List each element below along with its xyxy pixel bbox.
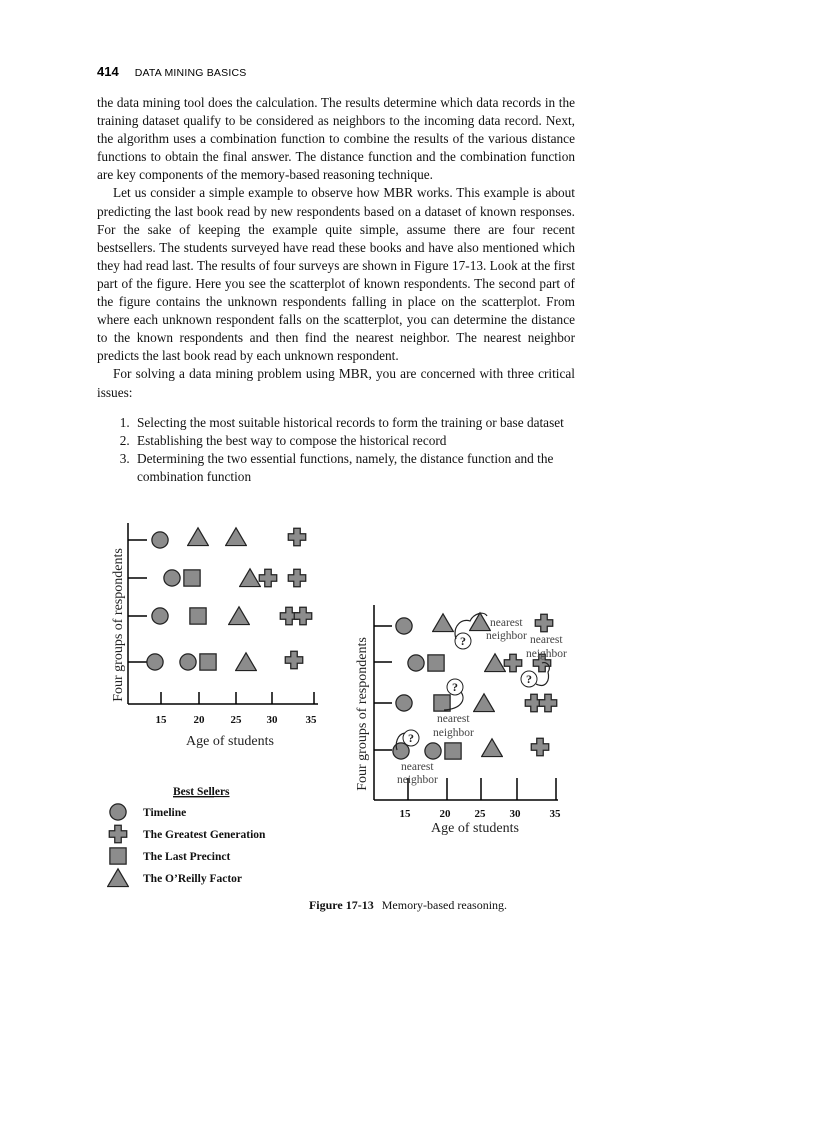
marker-last-precinct <box>434 695 450 711</box>
paragraph: Let us consider a simple example to observe how MBR works. This example is about predicting the last book read by new respondents based on a dataset of known responses. For the sake of keeping the example quite simple, assume there are four recent bestsellers. The students surveyed have read these books and have also mentioned which they had read last. The results of four surveys are shown in Figure 17-13. Look at the first part of the figure. Here you see the scatterplot of known respondents. The second part of the figure contains the unknown respondents falling in place on the scatterplot. From where each unknown respondent falls on the scatterplot, you can determine the distance to the known respondents and then find the nearest neighbor. The nearest neighbor predicts the last book read by each unknown respondent. <box>97 185 575 364</box>
marker-greatest-generation <box>504 654 522 672</box>
legend-title: Best Sellers <box>173 786 230 798</box>
tick-label: 35 <box>305 714 317 726</box>
marker-oreilly <box>229 607 250 625</box>
marker-timeline <box>408 655 424 671</box>
svg-text:?: ? <box>526 672 532 686</box>
chart-1-markers <box>147 528 312 671</box>
legend-triangle-icon <box>108 869 129 887</box>
marker-timeline <box>152 608 168 624</box>
legend-label: The Greatest Generation <box>143 829 266 841</box>
marker-timeline <box>396 618 412 634</box>
svg-text:?: ? <box>408 731 414 745</box>
legend-circle-icon <box>110 804 126 820</box>
marker-timeline <box>396 695 412 711</box>
svg-text:?: ? <box>452 680 458 694</box>
legend-label: Timeline <box>143 807 187 819</box>
figure-caption-text: Memory-based reasoning. <box>381 898 508 912</box>
marker-oreilly <box>236 653 257 671</box>
marker-timeline <box>425 743 441 759</box>
marker-oreilly <box>474 694 495 712</box>
annotation-nearest: nearest <box>530 634 563 646</box>
marker-last-precinct <box>200 654 216 670</box>
chart-2-x-label: Age of students <box>431 821 519 836</box>
list-item: 1. Selecting the most suitable historical records to form the training or base dataset <box>133 414 575 432</box>
chart-2-y-label: Four groups of respondents <box>355 637 370 791</box>
legend-label: The Last Precinct <box>143 851 231 863</box>
marker-timeline <box>180 654 196 670</box>
marker-oreilly <box>240 569 261 587</box>
chart-1-x-ticks <box>156 714 318 726</box>
marker-greatest-generation <box>285 651 303 669</box>
marker-greatest-generation <box>535 614 553 632</box>
marker-greatest-generation <box>531 738 549 756</box>
marker-last-precinct <box>428 655 444 671</box>
annotation-neighbor: neighbor <box>433 727 474 739</box>
tick-label: 30 <box>266 714 278 726</box>
marker-greatest-generation <box>539 694 557 712</box>
annotation-nearest: nearest <box>490 617 523 629</box>
marker-timeline <box>147 654 163 670</box>
legend-square-icon <box>110 848 126 864</box>
legend-cross-icon <box>109 825 127 843</box>
marker-greatest-generation <box>294 607 312 625</box>
marker-oreilly <box>188 528 209 546</box>
annotation-neighbor: neighbor <box>526 648 567 660</box>
marker-last-precinct <box>190 608 206 624</box>
marker-timeline <box>164 570 180 586</box>
tick-label: 15 <box>399 808 411 820</box>
annotation-neighbor: neighbor <box>397 774 438 786</box>
marker-timeline <box>152 532 168 548</box>
marker-greatest-generation <box>288 528 306 546</box>
annotation-nearest: nearest <box>401 761 434 773</box>
page-number: 414 <box>97 64 119 79</box>
marker-greatest-generation <box>259 569 277 587</box>
chart-1-y-label: Four groups of respondents <box>111 548 126 702</box>
paragraph: the data mining tool does the calculation. The results determine which data records in the training dataset qualify to be considered as neighbors to the incoming data record. Next, the algorithm uses a combination function to combine the results of the various distance functions to obtain the final answer. The distance function and the combination function are key components of the memory-based reasoning technique. <box>97 95 575 183</box>
marker-oreilly <box>433 614 454 632</box>
marker-last-precinct <box>445 743 461 759</box>
figure-number: Figure 17-13 <box>308 898 374 912</box>
svg-text:?: ? <box>460 634 466 648</box>
tick-label: 30 <box>509 808 521 820</box>
annotation-neighbor: neighbor <box>486 630 527 642</box>
tick-label: 25 <box>474 808 486 820</box>
figure-caption <box>0 898 816 913</box>
chart-1-x-label: Age of students <box>186 734 274 749</box>
marker-last-precinct <box>184 570 200 586</box>
tick-label: 25 <box>230 714 242 726</box>
tick-label: 15 <box>155 714 167 726</box>
marker-oreilly <box>482 739 503 757</box>
list-item: 3. Determining the two essential functions, namely, the distance function and the combination function <box>133 450 575 486</box>
paragraph: For solving a data mining problem using MBR, you are concerned with three critical issues: <box>97 366 575 400</box>
legend <box>108 786 266 887</box>
chart-2-x-ticks <box>400 808 562 820</box>
marker-oreilly <box>485 654 506 672</box>
tick-label: 20 <box>439 808 451 820</box>
tick-label: 35 <box>549 808 561 820</box>
marker-oreilly <box>226 528 247 546</box>
legend-label: The O’Reilly Factor <box>143 873 243 885</box>
annotation-nearest: nearest <box>437 713 470 725</box>
tick-label: 20 <box>193 714 205 726</box>
running-title: DATA MINING BASICS <box>134 67 247 79</box>
list-item: 2. Establishing the best way to compose the historical record <box>133 432 575 450</box>
marker-greatest-generation <box>288 569 306 587</box>
